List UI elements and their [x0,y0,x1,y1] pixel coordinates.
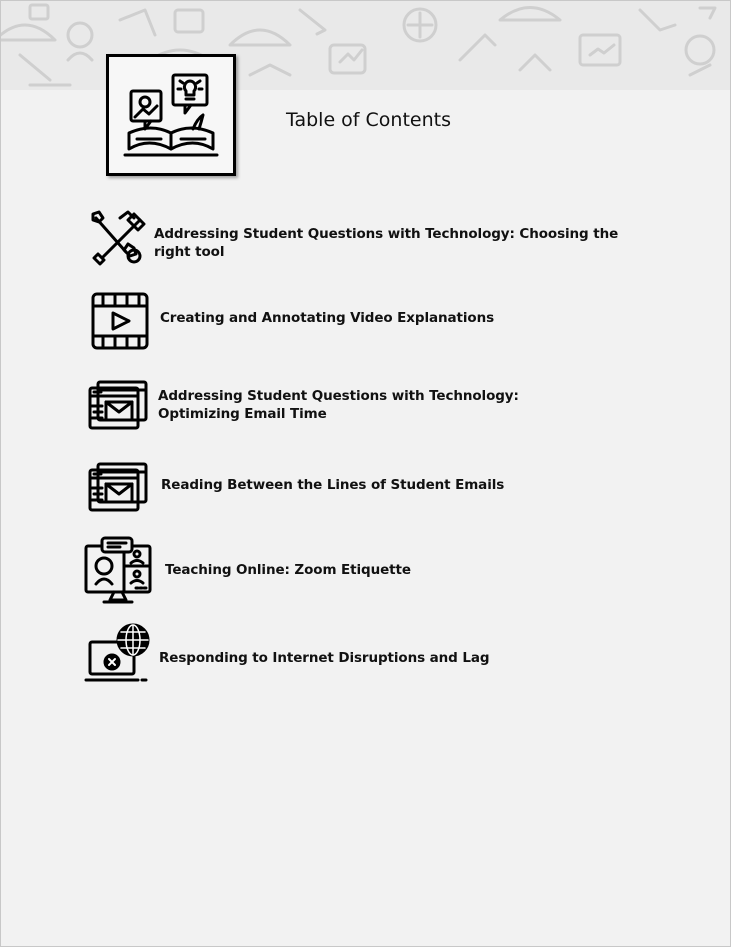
book-ideas-icon [123,69,219,161]
tools-icon [90,210,148,266]
toc-entry-label: Addressing Student Questions with Technology: Optimizing Email Time [158,388,519,422]
video-conference-icon [84,536,154,604]
toc-logo [106,54,236,176]
toc-entry[interactable] [0,378,731,430]
toc-entry[interactable] [0,460,731,512]
toc-entry-label: Responding to Internet Disruptions and Lag [159,650,490,666]
toc-entry[interactable] [0,292,731,350]
toc-entry-label: Addressing Student Questions with Technology: Choosing the right tool [154,226,619,260]
toc-entry-label: Teaching Online: Zoom Etiquette [165,562,411,578]
toc-entry-label: Creating and Annotating Video Explanations [160,310,495,326]
page-title: Table of Contents [286,109,451,131]
toc-entry[interactable] [0,536,731,604]
toc-entry[interactable] [0,210,731,266]
email-window-icon [88,462,148,512]
video-play-icon [91,292,149,350]
email-window-icon [88,380,148,430]
toc-entry-label: Reading Between the Lines of Student Emails [161,477,505,493]
internet-disconnected-icon [84,622,152,684]
toc-entry[interactable] [0,622,731,684]
